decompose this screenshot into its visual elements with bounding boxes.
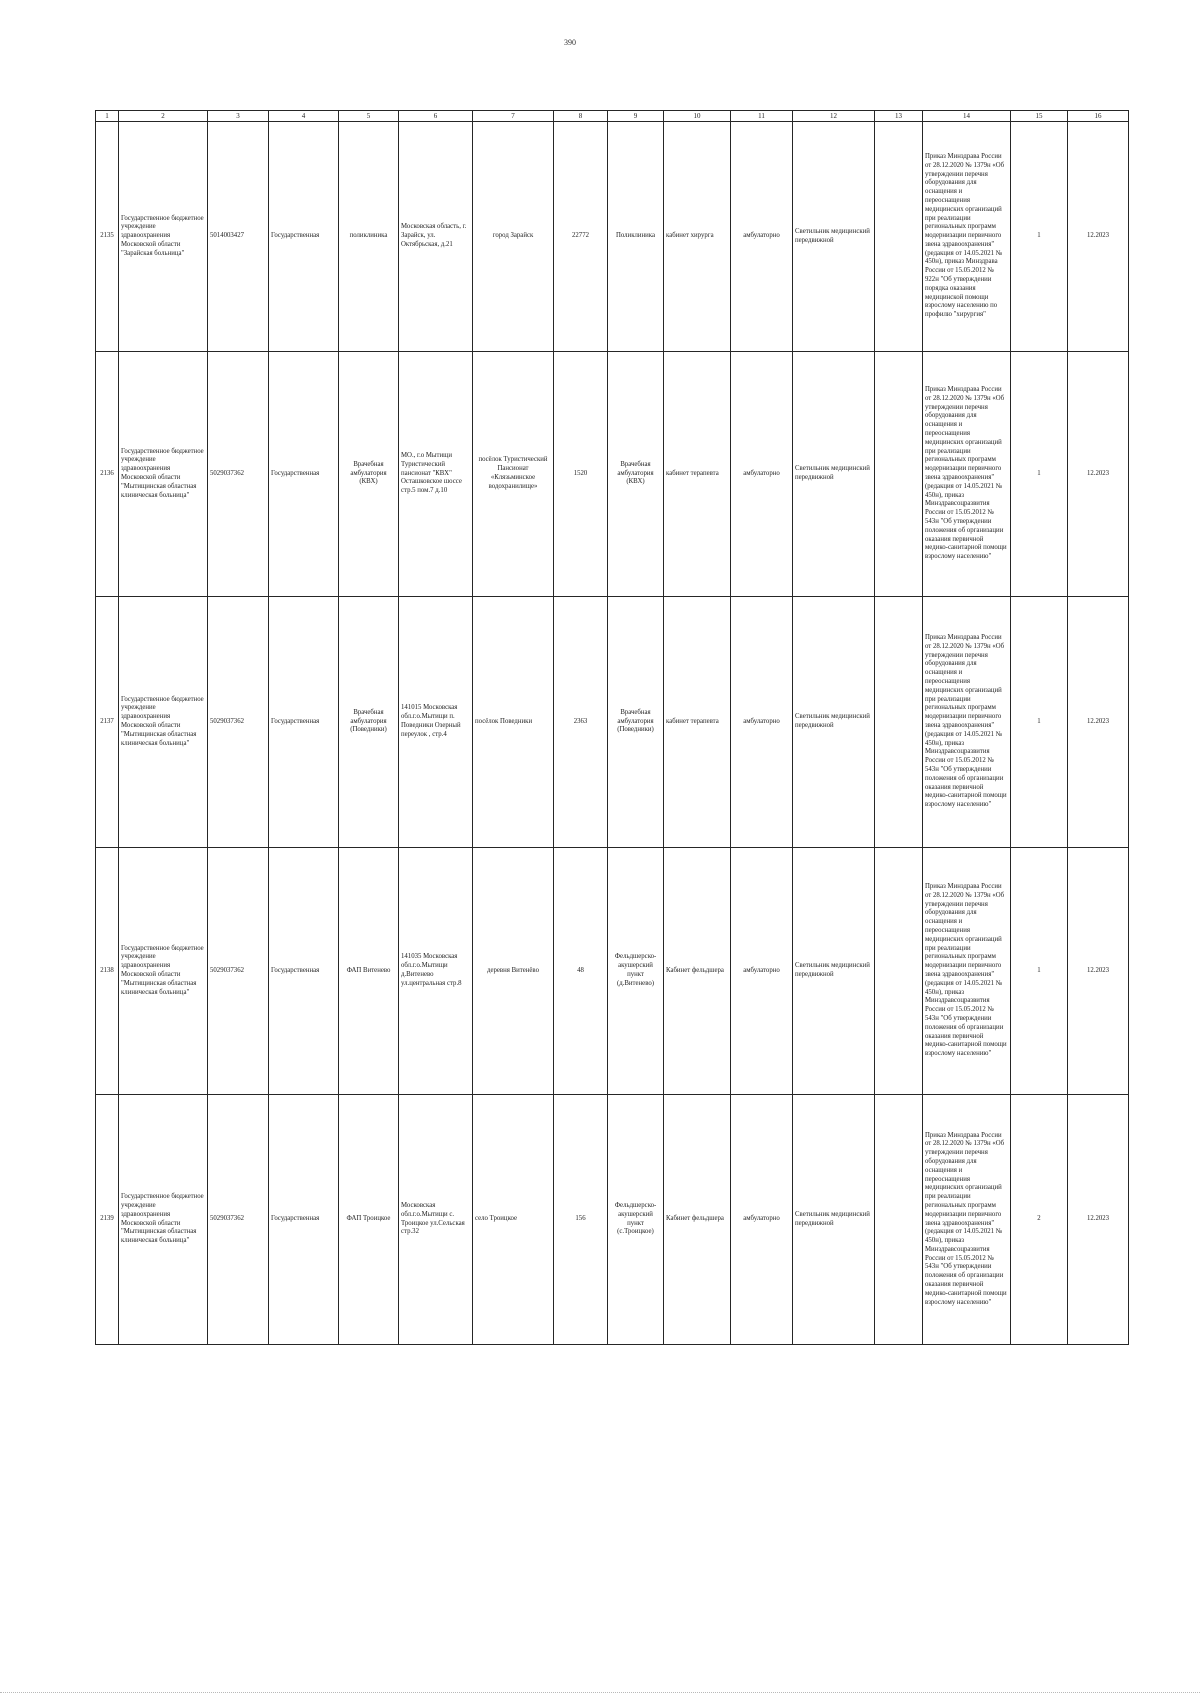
cell-locality: посёлок Туристический Пансионат «Клязьминское водохранилище» xyxy=(473,352,554,597)
cell-legal-basis: Приказ Минздрава России от 28.12.2020 № 1379н «Об утверждении перечня оборудования для оснащения и переоснащения медицинских организаций при реализации региональных программ модернизации первичного звена здравоохранения"(редакция от 14.05.2021 № 450н), приказ Минздравсоцразвития России от 15.05.2012 № 543н "Об утверждении положения об организации оказания первичной медико-санитарной помощи взрослому населению" xyxy=(923,597,1011,848)
column-number-header: 5 xyxy=(339,111,399,122)
cell-unit-name: Врачебная амбулатория (Поведники) xyxy=(339,597,399,848)
column-number-header: 2 xyxy=(119,111,208,122)
column-number-header: 14 xyxy=(923,111,1011,122)
equipment-table xyxy=(95,110,1129,1345)
cell-equipment: Светильник медицинский передвижной xyxy=(793,597,875,848)
cell-date: 12.2023 xyxy=(1068,848,1129,1095)
cell-equipment: Светильник медицинский передвижной xyxy=(793,352,875,597)
cell-row-number: 2135 xyxy=(96,122,119,352)
cell-ownership: Государственная xyxy=(269,352,339,597)
cell-column-13 xyxy=(875,597,923,848)
column-number-header: 15 xyxy=(1011,111,1068,122)
cell-subdivision: Фельдшерско-акушерский пункт (с.Троицкое) xyxy=(608,1095,664,1345)
cell-equipment: Светильник медицинский передвижной xyxy=(793,848,875,1095)
cell-column-13 xyxy=(875,1095,923,1345)
cell-column-13 xyxy=(875,352,923,597)
cell-care-conditions: амбулаторно xyxy=(731,352,793,597)
cell-room: кабинет терапевта xyxy=(664,352,731,597)
cell-population: 22772 xyxy=(554,122,608,352)
page-number: 390 xyxy=(564,38,576,47)
cell-date: 12.2023 xyxy=(1068,352,1129,597)
cell-subdivision: Фельдшерско-акушерский пункт (д.Витенево) xyxy=(608,848,664,1095)
cell-care-conditions: амбулаторно xyxy=(731,597,793,848)
cell-inn: 5029037362 xyxy=(208,597,269,848)
cell-row-number: 2136 xyxy=(96,352,119,597)
cell-unit-name: ФАП Витенево xyxy=(339,848,399,1095)
cell-population: 156 xyxy=(554,1095,608,1345)
cell-date: 12.2023 xyxy=(1068,597,1129,848)
cell-column-13 xyxy=(875,122,923,352)
cell-organization: Государственное бюджетное учреждение здравоохранения Московской области "Мытищинская областная клиническая больница" xyxy=(119,597,208,848)
cell-ownership: Государственная xyxy=(269,122,339,352)
cell-legal-basis: Приказ Минздрава России от 28.12.2020 № 1379н «Об утверждении перечня оборудования для оснащения и переоснащения медицинских организаций при реализации региональных программ модернизации первичного звена здравоохранения"(редакция от 14.05.2021 № 450н), приказ Минздравсоцразвития России от 15.05.2012 № 543н "Об утверждении положения об организации оказания первичной медико-санитарной помощи взрослому населению" xyxy=(923,1095,1011,1345)
cell-date: 12.2023 xyxy=(1068,122,1129,352)
cell-organization: Государственное бюджетное учреждение здравоохранения Московской области "Мытищинская областная клиническая больница" xyxy=(119,352,208,597)
column-number-header: 13 xyxy=(875,111,923,122)
table-header-row xyxy=(96,111,1129,122)
cell-quantity: 2 xyxy=(1011,1095,1068,1345)
cell-legal-basis: Приказ Минздрава России от 28.12.2020 № 1379н «Об утверждении перечня оборудования для оснащения и переоснащения медицинских организаций при реализации региональных программ модернизации первичного звена здравоохранения"(редакция от 14.05.2021 № 450н), приказ Минздравсоцразвития России от 15.05.2012 № 543н "Об утверждении положения об организации оказания первичной медико-санитарной помощи взрослому населению" xyxy=(923,352,1011,597)
cell-quantity: 1 xyxy=(1011,848,1068,1095)
cell-care-conditions: амбулаторно xyxy=(731,848,793,1095)
cell-population: 48 xyxy=(554,848,608,1095)
cell-organization: Государственное бюджетное учреждение здравоохранения Московской области "Зарайская больница" xyxy=(119,122,208,352)
cell-locality: село Троицкое xyxy=(473,1095,554,1345)
cell-locality: посёлок Поведники xyxy=(473,597,554,848)
cell-locality: деревня Витенёво xyxy=(473,848,554,1095)
cell-ownership: Государственная xyxy=(269,597,339,848)
cell-address: 141015 Московская обл.г.о.Мытищи п. Поведники Озерный переулок , стр.4 xyxy=(399,597,473,848)
table-row xyxy=(96,122,1129,352)
column-number-header: 3 xyxy=(208,111,269,122)
column-number-header: 6 xyxy=(399,111,473,122)
cell-unit-name: Врачебная амбулатория (КВХ) xyxy=(339,352,399,597)
cell-unit-name: поликлиника xyxy=(339,122,399,352)
cell-inn: 5014003427 xyxy=(208,122,269,352)
cell-inn: 5029037362 xyxy=(208,1095,269,1345)
cell-quantity: 1 xyxy=(1011,597,1068,848)
cell-population: 2363 xyxy=(554,597,608,848)
table-row xyxy=(96,597,1129,848)
column-number-header: 1 xyxy=(96,111,119,122)
cell-subdivision: Поликлиника xyxy=(608,122,664,352)
table-row xyxy=(96,1095,1129,1345)
column-number-header: 9 xyxy=(608,111,664,122)
cell-quantity: 1 xyxy=(1011,352,1068,597)
cell-address: 141035 Московская обл.г.о.Мытищи д.Витенево ул.центральная стр.8 xyxy=(399,848,473,1095)
cell-quantity: 1 xyxy=(1011,122,1068,352)
cell-legal-basis: Приказ Минздрава России от 28.12.2020 № 1379н «Об утверждении перечня оборудования для оснащения и переоснащения медицинских организаций при реализации региональных программ модернизации первичного звена здравоохранения"(редакция от 14.05.2021 № 450н), приказ Минздрава России от 15.05.2012 № 922н "Об утверждении порядка оказания медицинской помощи взрослому населению по профилю "хирургия" xyxy=(923,122,1011,352)
cell-equipment: Светильник медицинский передвижной xyxy=(793,122,875,352)
cell-ownership: Государственная xyxy=(269,1095,339,1345)
column-number-header: 7 xyxy=(473,111,554,122)
cell-legal-basis: Приказ Минздрава России от 28.12.2020 № 1379н «Об утверждении перечня оборудования для оснащения и переоснащения медицинских организаций при реализации региональных программ модернизации первичного звена здравоохранения"(редакция от 14.05.2021 № 450н), приказ Минздравсоцразвития России от 15.05.2012 № 543н "Об утверждении положения об организации оказания первичной медико-санитарной помощи взрослому населению" xyxy=(923,848,1011,1095)
column-number-header: 8 xyxy=(554,111,608,122)
cell-room: Кабинет фельдшера xyxy=(664,1095,731,1345)
cell-care-conditions: амбулаторно xyxy=(731,1095,793,1345)
cell-inn: 5029037362 xyxy=(208,352,269,597)
cell-room: кабинет терапевта xyxy=(664,597,731,848)
column-number-header: 16 xyxy=(1068,111,1129,122)
cell-row-number: 2137 xyxy=(96,597,119,848)
cell-subdivision: Врачебная амбулатория (КВХ) xyxy=(608,352,664,597)
column-number-header: 10 xyxy=(664,111,731,122)
cell-locality: город Зарайск xyxy=(473,122,554,352)
cell-room: кабинет хирурга xyxy=(664,122,731,352)
scan-edge-line xyxy=(0,1692,1200,1693)
cell-address: Московская обл.г.о.Мытищи с. Троицкое ул.Сельская стр.32 xyxy=(399,1095,473,1345)
cell-room: Кабинет фельдшера xyxy=(664,848,731,1095)
cell-organization: Государственное бюджетное учреждение здравоохранения Московской области "Мытищинская областная клиническая больница" xyxy=(119,1095,208,1345)
table-row xyxy=(96,848,1129,1095)
column-number-header: 4 xyxy=(269,111,339,122)
cell-organization: Государственное бюджетное учреждение здравоохранения Московской области "Мытищинская областная клиническая больница" xyxy=(119,848,208,1095)
cell-row-number: 2139 xyxy=(96,1095,119,1345)
column-number-header: 12 xyxy=(793,111,875,122)
table-row xyxy=(96,352,1129,597)
cell-date: 12.2023 xyxy=(1068,1095,1129,1345)
cell-care-conditions: амбулаторно xyxy=(731,122,793,352)
cell-address: Московская область, г. Зарайск, ул. Октябрьская, д.21 xyxy=(399,122,473,352)
cell-row-number: 2138 xyxy=(96,848,119,1095)
cell-column-13 xyxy=(875,848,923,1095)
cell-equipment: Светильник медицинский передвижной xyxy=(793,1095,875,1345)
cell-unit-name: ФАП Троицкое xyxy=(339,1095,399,1345)
cell-address: МО., г.о Мытищи Туристический пансионат "КВХ" Осташковское шоссе стр.5 пом.7 д.10 xyxy=(399,352,473,597)
cell-subdivision: Врачебная амбулатория (Поведники) xyxy=(608,597,664,848)
column-number-header: 11 xyxy=(731,111,793,122)
cell-ownership: Государственная xyxy=(269,848,339,1095)
cell-population: 1520 xyxy=(554,352,608,597)
cell-inn: 5029037362 xyxy=(208,848,269,1095)
